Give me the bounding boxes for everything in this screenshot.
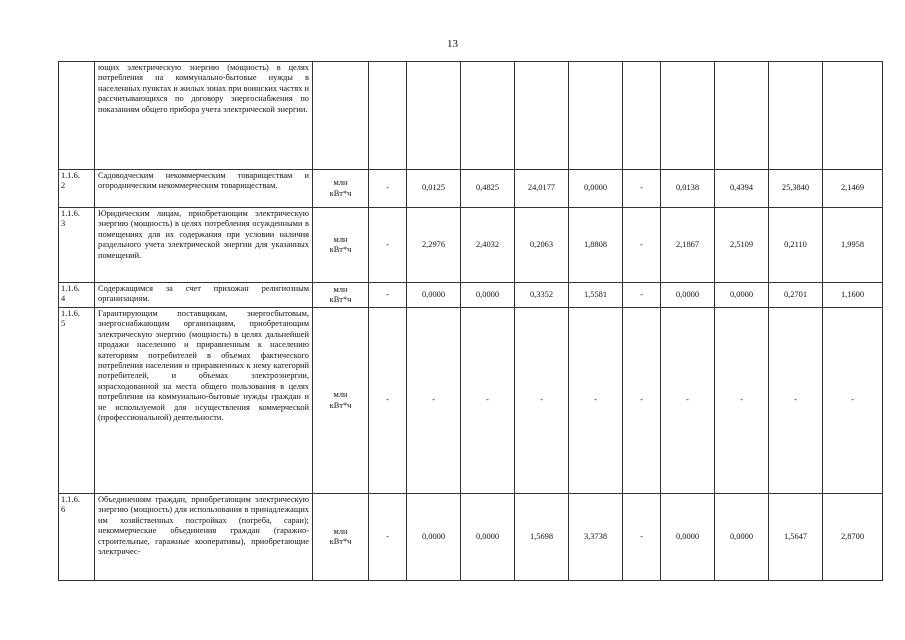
table-row <box>59 170 883 208</box>
row-unit: млн кВт*ч <box>313 308 369 494</box>
row-number: 1.1.6. 6 <box>59 494 95 581</box>
value-cell: 2,1867 <box>661 208 715 283</box>
value-cell: - <box>369 308 407 494</box>
value-cell: - <box>369 494 407 581</box>
row-number: 1.1.6. 4 <box>59 283 95 308</box>
page-number: 13 <box>447 38 458 50</box>
value-cell: - <box>369 208 407 283</box>
value-cell: 2,2976 <box>407 208 461 283</box>
row-description: Объединениям граждан, приобретающим электрическую энергию (мощность) для использования в принадлежащих им хозяйственных постройках (погреба, сараи); некоммерческие объединения граждан (гаражно-строительные, гаражные кооперативы), приобретающие электричес- <box>95 494 313 581</box>
value-cell: - <box>623 494 661 581</box>
value-cell: 0,0000 <box>461 283 515 308</box>
value-cell: 0,0000 <box>661 283 715 308</box>
table-row <box>59 308 883 494</box>
value-cell: - <box>623 283 661 308</box>
value-cell: 0,0000 <box>461 494 515 581</box>
value-cell: 2,5109 <box>715 208 769 283</box>
table-row <box>59 62 883 170</box>
table-row <box>59 208 883 283</box>
value-cell: 0,4394 <box>715 170 769 208</box>
value-cell: - <box>369 283 407 308</box>
value-cell: 1,9958 <box>823 208 883 283</box>
value-cell <box>369 62 407 170</box>
value-cell: - <box>369 170 407 208</box>
value-cell <box>461 62 515 170</box>
value-cell: - <box>661 308 715 494</box>
row-description: Гарантирующим поставщикам, энергосбытовым, энергоснабжающим организациям, приобретающим электрическую энергию (мощность) в целях дальнейшей продажи населению и приравненным к населению категориям потребителей в объемах фактического потребления населения и приравненных к нему категорий потребителей, и объемах электроэнергии, израсходованной на места общего пользования в целях потребления на коммунально-бытовые нужды граждан и не используемой для осуществления коммерческой (профессиональной) деятельности. <box>95 308 313 494</box>
value-cell: 0,0000 <box>661 494 715 581</box>
value-cell <box>661 62 715 170</box>
value-cell: 0,0000 <box>569 170 623 208</box>
row-number: 1.1.6. 5 <box>59 308 95 494</box>
value-cell: - <box>623 308 661 494</box>
value-cell <box>515 62 569 170</box>
value-cell: - <box>515 308 569 494</box>
value-cell: - <box>769 308 823 494</box>
value-cell: - <box>461 308 515 494</box>
row-description: Юридическим лицам, приобретающим электрическую энергию (мощность) в целях потребления осужденными в помещениях для их содержания при условии наличия раздельного учета электрической энергии для указанных помещений. <box>95 208 313 283</box>
value-cell: 0,0125 <box>407 170 461 208</box>
row-unit: млн кВт*ч <box>313 170 369 208</box>
value-cell: - <box>407 308 461 494</box>
value-cell <box>769 62 823 170</box>
row-unit: млн кВт*ч <box>313 208 369 283</box>
value-cell: 0,0138 <box>661 170 715 208</box>
value-cell: 0,0000 <box>407 283 461 308</box>
value-cell: 2,1469 <box>823 170 883 208</box>
row-description: ющих электрическую энергию (мощность) в целях потребления на коммунально-бытовые нужды в населенных пунктах и жилых зонах при воинских частях и рассчитывающихся по договору энергоснабжения по показаниям общего прибора учета электрической энергии. <box>95 62 313 170</box>
value-cell: 1,5647 <box>769 494 823 581</box>
tariff-balance-table <box>58 61 883 581</box>
value-cell: 24,0177 <box>515 170 569 208</box>
value-cell: 1,5581 <box>569 283 623 308</box>
value-cell <box>715 62 769 170</box>
value-cell: 0,0000 <box>407 494 461 581</box>
value-cell: 0,0000 <box>715 494 769 581</box>
row-unit: млн кВт*ч <box>313 283 369 308</box>
value-cell: 1,8808 <box>569 208 623 283</box>
value-cell: 2,4032 <box>461 208 515 283</box>
table-row <box>59 283 883 308</box>
row-number: 1.1.6. 3 <box>59 208 95 283</box>
value-cell: 2,8700 <box>823 494 883 581</box>
value-cell: 1,5698 <box>515 494 569 581</box>
row-number <box>59 62 95 170</box>
row-description: Содержащимся за счет прихожан религиозным организациям. <box>95 283 313 308</box>
row-unit: млн кВт*ч <box>313 494 369 581</box>
value-cell: 0,4825 <box>461 170 515 208</box>
table-row <box>59 494 883 581</box>
row-number: 1.1.6. 2 <box>59 170 95 208</box>
value-cell <box>823 62 883 170</box>
value-cell: 0,2110 <box>769 208 823 283</box>
value-cell: 0,2063 <box>515 208 569 283</box>
value-cell: - <box>715 308 769 494</box>
value-cell: - <box>569 308 623 494</box>
value-cell: 0,2701 <box>769 283 823 308</box>
value-cell: - <box>623 170 661 208</box>
value-cell <box>623 62 661 170</box>
value-cell <box>569 62 623 170</box>
value-cell: - <box>623 208 661 283</box>
value-cell: 3,3738 <box>569 494 623 581</box>
row-unit <box>313 62 369 170</box>
value-cell: 25,3840 <box>769 170 823 208</box>
row-description: Садоводческим некоммерческим товариществам и огородническим некоммерческим товариществам. <box>95 170 313 208</box>
value-cell: - <box>823 308 883 494</box>
value-cell <box>407 62 461 170</box>
value-cell: 0,3352 <box>515 283 569 308</box>
value-cell: 0,0000 <box>715 283 769 308</box>
value-cell: 1,1600 <box>823 283 883 308</box>
